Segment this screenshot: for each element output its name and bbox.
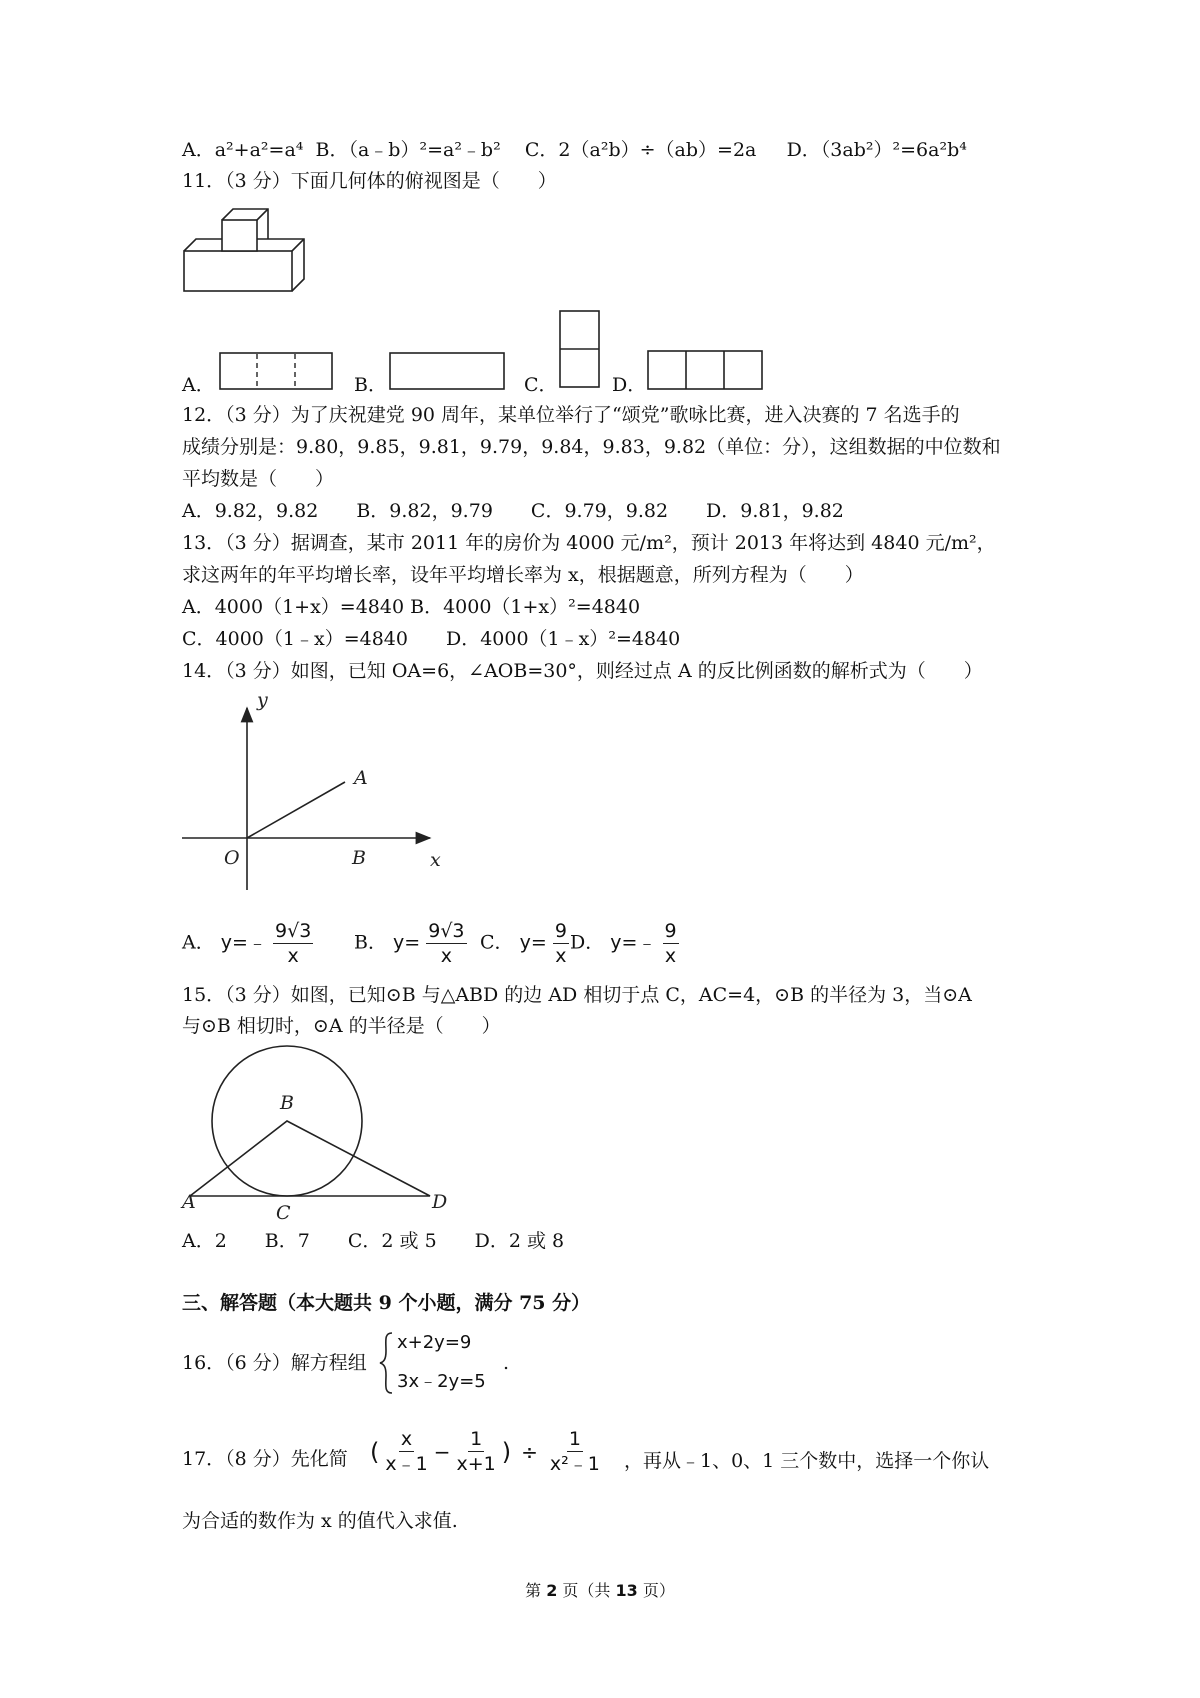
section-heading: 三、解答题（本大题共 9 个小题，满分 75 分） — [182, 1292, 591, 1314]
q14-label-opt-c: C． — [480, 931, 514, 954]
q13-line-1: 13．（3 分）据调查，某市 2011 年的房价为 4000 元/m²，预计 2013 年将达到 4840 元/m²， — [182, 532, 996, 554]
q17-fraction-2: $\frac{1}{x+1}$ — [456, 1428, 496, 1475]
q15-label-c: C — [276, 1202, 291, 1224]
q12-line-1: 12．（3 分）为了庆祝建党 90 周年，某单位举行了“颂党”歌咏比赛，进入决赛的 7 名选手的 — [182, 404, 960, 426]
q12-line-2: 成绩分别是：9.80，9.85，9.81，9.79，9.84，9.83，9.82（单位：分），这组数据的中位数和 — [182, 436, 1001, 458]
q16-equation-1: x+2y=9 — [397, 1332, 472, 1353]
q11-label-b: B． — [354, 374, 387, 396]
q12-line-3: 平均数是（ ） — [182, 468, 335, 490]
q11-option-c-figure — [559, 310, 601, 390]
q11-label-c: C． — [524, 374, 558, 396]
q14-stem: 14．（3 分）如图，已知 OA=6，∠AOB=30°，则经过点 A 的反比例函数的解析式为（ ） — [182, 660, 983, 682]
q14-opt-a-fraction: $\frac{9√3}{x}$ — [275, 920, 312, 967]
q14-label-o: O — [224, 847, 240, 869]
q14-option-c — [480, 920, 569, 967]
q10-option-d: D．（3ab²）²=6a²b⁴ — [786, 139, 967, 161]
q13-line-2: 求这两年的年平均增长率，设年平均增长率为 x，根据题意，所列方程为（ ） — [182, 564, 864, 586]
left-paren: ( — [370, 1437, 380, 1466]
q14-opt-d-prefix: y=﹣ — [610, 931, 657, 954]
q14-opt-c-prefix: y= — [519, 931, 547, 954]
q14-label-opt-d: D． — [570, 931, 605, 954]
q11-label-d: D． — [612, 374, 647, 396]
q10-option-b: B．（a﹣b）²=a²﹣b² — [315, 139, 501, 161]
q14-label-x: x — [430, 849, 441, 871]
footer-page-number: 2 — [546, 1581, 558, 1600]
q17-tail: ，再从﹣1、0、1 三个数中，选择一个你认 — [624, 1450, 990, 1472]
q10-option-c: C．2（a²b）÷（ab）=2a — [524, 139, 757, 161]
q15-label-d: D — [432, 1191, 448, 1213]
q10-option-a: A．a²+a²=a⁴ — [182, 139, 304, 161]
q13-options-cd: C．4000（1﹣x）=4840 D．4000（1﹣x）²=4840 — [182, 628, 681, 650]
q14-option-b — [354, 920, 467, 967]
q11-label-a: A． — [182, 374, 215, 396]
q14-opt-c-fraction: $\frac{9}{x}$ — [554, 920, 567, 967]
q15-options: A．2 B．7 C．2 或 5 D．2 或 8 — [182, 1230, 565, 1252]
q14-opt-b-fraction: $\frac{9√3}{x}$ — [428, 920, 465, 967]
footer-suffix: 页） — [637, 1581, 675, 1600]
q15-label-a: A — [182, 1191, 196, 1213]
q11-option-a-figure — [219, 352, 334, 392]
q15-line-2: 与⊙B 相切时，⊙A 的半径是（ ） — [182, 1015, 501, 1037]
q15-line-1: 15．（3 分）如图，已知⊙B 与△ABD 的边 AD 相切于点 C，AC=4，⊙B 的半径为 3，当⊙A — [182, 984, 972, 1006]
q14-opt-b-prefix: y= — [393, 931, 421, 954]
q11-stem: 11．（3 分）下面几何体的俯视图是（ ） — [182, 170, 557, 192]
q15-label-b: B — [280, 1092, 294, 1114]
q14-opt-a-prefix: y=﹣ — [220, 931, 267, 954]
q14-label-opt-a: A． — [182, 931, 215, 954]
q15-circle-triangle-figure — [180, 1045, 460, 1225]
q16-stem: 16．（6 分）解方程组 — [182, 1352, 367, 1374]
q14-coordinate-figure — [180, 690, 450, 890]
q16-tail: . — [503, 1352, 510, 1374]
q14-opt-d-fraction: $\frac{9}{x}$ — [664, 920, 677, 967]
q14-option-d — [570, 920, 679, 967]
q14-label-b: B — [352, 847, 366, 869]
q14-label-y: y — [257, 690, 268, 711]
footer-middle: 页（共 — [557, 1581, 616, 1600]
left-brace-icon — [378, 1331, 394, 1395]
q12-options: A．9.82，9.82 B．9.82，9.79 C．9.79，9.82 D．9.81，9.82 — [182, 500, 844, 522]
q17-fraction-3: $\frac{1}{\text{x²﹣1}}$ — [549, 1428, 600, 1475]
q17-expression — [370, 1428, 602, 1475]
minus-sign: − — [433, 1439, 451, 1464]
footer-prefix: 第 — [525, 1581, 547, 1600]
q16-equation-2: 3x﹣2y=5 — [397, 1371, 486, 1392]
q11-solid-figure — [182, 202, 317, 302]
q10-options — [182, 137, 967, 163]
q13-options-ab: A．4000（1+x）=4840 B．4000（1+x）²=4840 — [182, 596, 641, 618]
q11-option-d-figure — [647, 350, 764, 392]
q14-option-a — [182, 920, 313, 967]
q17-stem: 17．（8 分）先化简 — [182, 1448, 348, 1470]
page-footer — [0, 1578, 1200, 1601]
right-paren: ) — [501, 1437, 512, 1466]
divide-sign: ÷ — [521, 1439, 538, 1464]
q17-fraction-1: $\frac{x}{x﹣1}$ — [385, 1428, 428, 1475]
q14-label-a: A — [354, 767, 368, 789]
q17-line-2: 为合适的数作为 x 的值代入求值. — [182, 1510, 458, 1532]
q14-label-opt-b: B． — [354, 931, 387, 954]
q11-option-b-figure — [389, 352, 506, 392]
footer-total-pages: 13 — [615, 1581, 638, 1600]
